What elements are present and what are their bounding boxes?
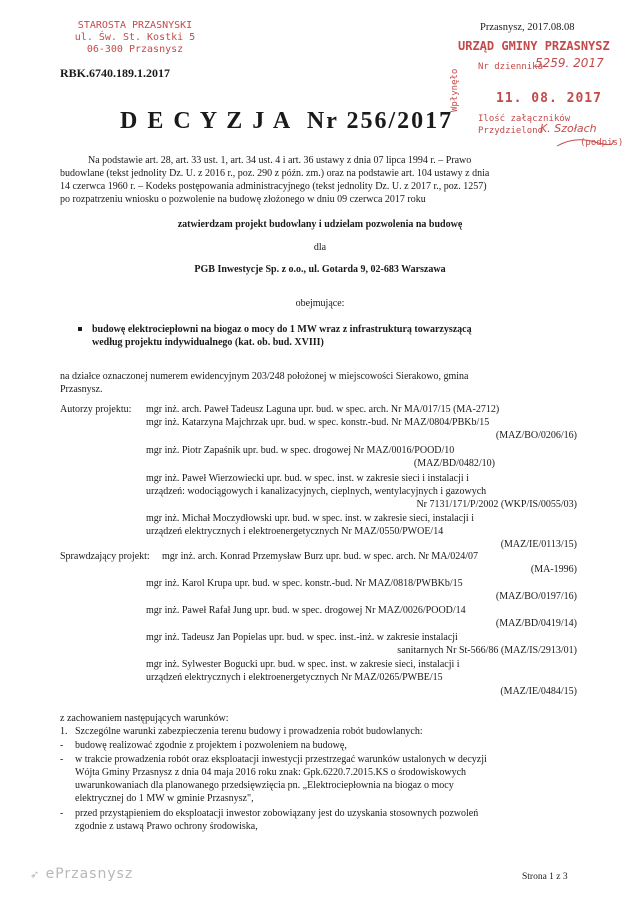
checker-line: sanitarnych Nr St-566/86 (MAZ/IS/2913/01) — [397, 645, 577, 656]
legal-basis-line: po rozpatrzeniu wniosku o pozwolenie na budowę złożonego w dniu 09 czerwca 2017 roku — [60, 194, 426, 205]
author-line: urządzeń: wodociągowych i kanalizacyjnych, cieplnych, wentylacyjnych i gazowych — [146, 486, 487, 497]
checker-line: mgr inż. Karol Krupa upr. bud. w spec. konstr.-bud. Nr MAZ/0818/PWBKb/15 — [146, 578, 463, 589]
conditions-intro: z zachowaniem następujących warunków: — [60, 713, 229, 724]
checker-line: mgr inż. Paweł Rafał Jung upr. bud. w spec. drogowej Nr MAZ/0026/POOD/14 — [146, 605, 466, 616]
page-number: Strona 1 z 3 — [522, 872, 568, 882]
legal-basis-line: budowlane (tekst jednolity Dz. U. z 2016 r., poz. 290 z późn. zm.) oraz na podstawie art. 104 ustawy z dnia — [60, 168, 490, 179]
author-line: mgr inż. Paweł Wierzowiecki upr. bud. w spec. inst. w zakresie sieci i instalacji i — [146, 473, 469, 484]
plot-description — [60, 370, 580, 396]
bullet-dash-icon: - — [60, 754, 64, 765]
decision-title: D E C Y Z J A Nr 256/2017 — [120, 108, 454, 134]
plot-line: Przasnysz. — [60, 384, 103, 395]
receipt-signature-scribble — [555, 132, 615, 152]
bullet-square-icon — [78, 327, 82, 331]
receipt-log-label: Nr dziennika — [478, 62, 544, 72]
checker-line: (MAZ/BD/0419/14) — [495, 618, 577, 629]
bullet-dash-icon: - — [60, 808, 64, 819]
receipt-date: 11. 08. 2017 — [496, 91, 602, 106]
checker-line: mgr inż. Tadeusz Jan Popielas upr. bud. w spec. inst.-inż. w zakresie instalacji — [146, 632, 458, 643]
plot-line: na działce oznaczonej numerem ewidencyjnym 203/248 położonej w miejscowości Sierakowo, gmina — [60, 371, 469, 382]
condition-bullet-line: zgodnie z ustawą Prawo ochrony środowiska, — [75, 821, 258, 832]
watermark-text: ePrzasnysz — [45, 866, 134, 882]
legal-basis-line: Na podstawie art. 28, art. 33 ust. 1, art. 34 ust. 4 i art. 36 ustawy z dnia 07 lipca 1994 r. – Prawo — [88, 155, 472, 166]
receipt-attachments-label: Ilość załączników — [478, 114, 571, 124]
checker-line: mgr inż. Sylwester Bogucki upr. bud. w spec. inst. w zakresie sieci, instalacji i — [146, 659, 460, 670]
checkers-label: Sprawdzający projekt: — [60, 551, 150, 562]
receipt-log-number: 5259. 2017 — [535, 56, 604, 70]
condition-item-1: 1. Szczególne warunki zabezpieczenia terenu budowy i prowadzenia robót budowlanych: — [60, 726, 423, 737]
decision-statement: zatwierdzam projekt budowlany i udzielam pozwolenia na budowę — [177, 219, 463, 230]
issuer-city: 06-300 Przasnysz — [86, 44, 184, 55]
author-line: urządzeń elektrycznych i elektroenergetycznych Nr MAZ/0550/PWOE/14 — [146, 526, 444, 537]
scope-item-line: według projektu indywidualnego (kat. ob. bud. XVIII) — [92, 337, 324, 348]
authors-label: Autorzy projektu: — [60, 404, 132, 415]
author-line: (MAZ/BD/0482/10) — [413, 458, 495, 469]
receipt-office: URZĄD GMINY PRZASNYSZ — [458, 39, 610, 53]
scope-item-line: budowę elektrociepłowni na biogaz o mocy do 1 MW wraz z infrastrukturą towarzyszącą — [92, 324, 472, 335]
antenna-icon: ➶ — [30, 868, 41, 881]
checker-line: (MAZ/BO/0197/16) — [495, 591, 577, 602]
author-line: mgr inż. Katarzyna Majchrzak upr. bud. w spec. konstr.-bud. Nr MAZ/0804/PBKb/15 — [146, 417, 490, 428]
receipt-vertical-label: Wpłynęło — [450, 68, 460, 112]
legal-basis — [60, 154, 580, 206]
receipt-stamp — [440, 34, 630, 154]
reference-number: RBK.6740.189.1.2017 — [60, 66, 171, 80]
author-line: mgr inż. Michał Moczydłowski upr. bud. w spec. inst. w zakresie sieci, instalacji i — [146, 513, 474, 524]
issuer-street: ul. Św. St. Kostki 5 — [74, 32, 196, 43]
author-line: (MAZ/IE/0113/15) — [500, 539, 577, 550]
checker-line: urządzeń elektrycznych i elektroenergetycznych Nr MAZ/0265/PWBE/15 — [146, 672, 443, 683]
place-date: Przasnysz, 2017.08.08 — [480, 22, 575, 33]
issuer-name: STAROSTA PRZASNYSKI — [77, 20, 193, 31]
watermark-logo — [30, 866, 133, 882]
scope-label: obejmujące: — [295, 298, 345, 309]
condition-bullet-line: przed przystąpieniem do eksploatacji inwestor zobowiązany jest do uzyskania stosownych pozwoleń — [75, 808, 479, 819]
for-label: dla — [313, 242, 327, 253]
receipt-assigned-name: K. Szołach — [540, 122, 597, 135]
scope-item — [78, 323, 578, 349]
condition-bullet-line: elektrycznej do 1 MW w gminie Przasnysz", — [75, 793, 254, 804]
investor: PGB Inwestycje Sp. z o.o., ul. Gotarda 9, 02-683 Warszawa — [194, 264, 446, 275]
checker-line: (MAZ/IE/0484/15) — [500, 686, 577, 697]
condition-bullet-line: w trakcie prowadzenia robót oraz eksploatacji inwestycji przestrzegać warunków ustalonych w decyzji — [75, 754, 487, 765]
checker-line: mgr inż. arch. Konrad Przemysław Burz upr. bud. w spec. arch. Nr MA/024/07 — [162, 551, 479, 562]
bullet-dash-icon: - — [60, 740, 64, 751]
receipt-signature-label: (podpis) — [580, 138, 624, 148]
legal-basis-line: 14 czerwca 1960 r. – Kodeks postępowania administracyjnego (tekst jednolity Dz. U. z 2017 r., poz. 1257) — [60, 181, 487, 192]
checker-line: (MA-1996) — [530, 564, 577, 575]
author-line: Nr 7131/171/P/2002 (WKP/IS/0055/03) — [416, 499, 577, 510]
condition-bullet-line: budowę realizować zgodnie z projektem i pozwoleniem na budowę, — [75, 740, 347, 751]
condition-bullet-line: Wójta Gminy Przasnysz z dnia 04 maja 2016 roku znak: Gpk.6220.7.2015.KS o środowiskowych — [75, 767, 467, 778]
author-line: mgr inż. Piotr Zapaśnik upr. bud. w spec. drogowej Nr MAZ/0016/POOD/10 — [146, 445, 455, 456]
condition-bullet-line: uwarunkowaniach dla planowanego przedsięwzięcia pn. „Elektrociepłownia na biogaz o mocy — [75, 780, 454, 791]
receipt-assigned-label: Przydzielono — [478, 126, 544, 136]
issuer-stamp — [60, 20, 210, 56]
author-line: mgr inż. arch. Paweł Tadeusz Laguna upr. bud. w spec. arch. Nr MA/017/15 (MA-2712) — [146, 404, 500, 415]
author-line: (MAZ/BO/0206/16) — [495, 430, 577, 441]
